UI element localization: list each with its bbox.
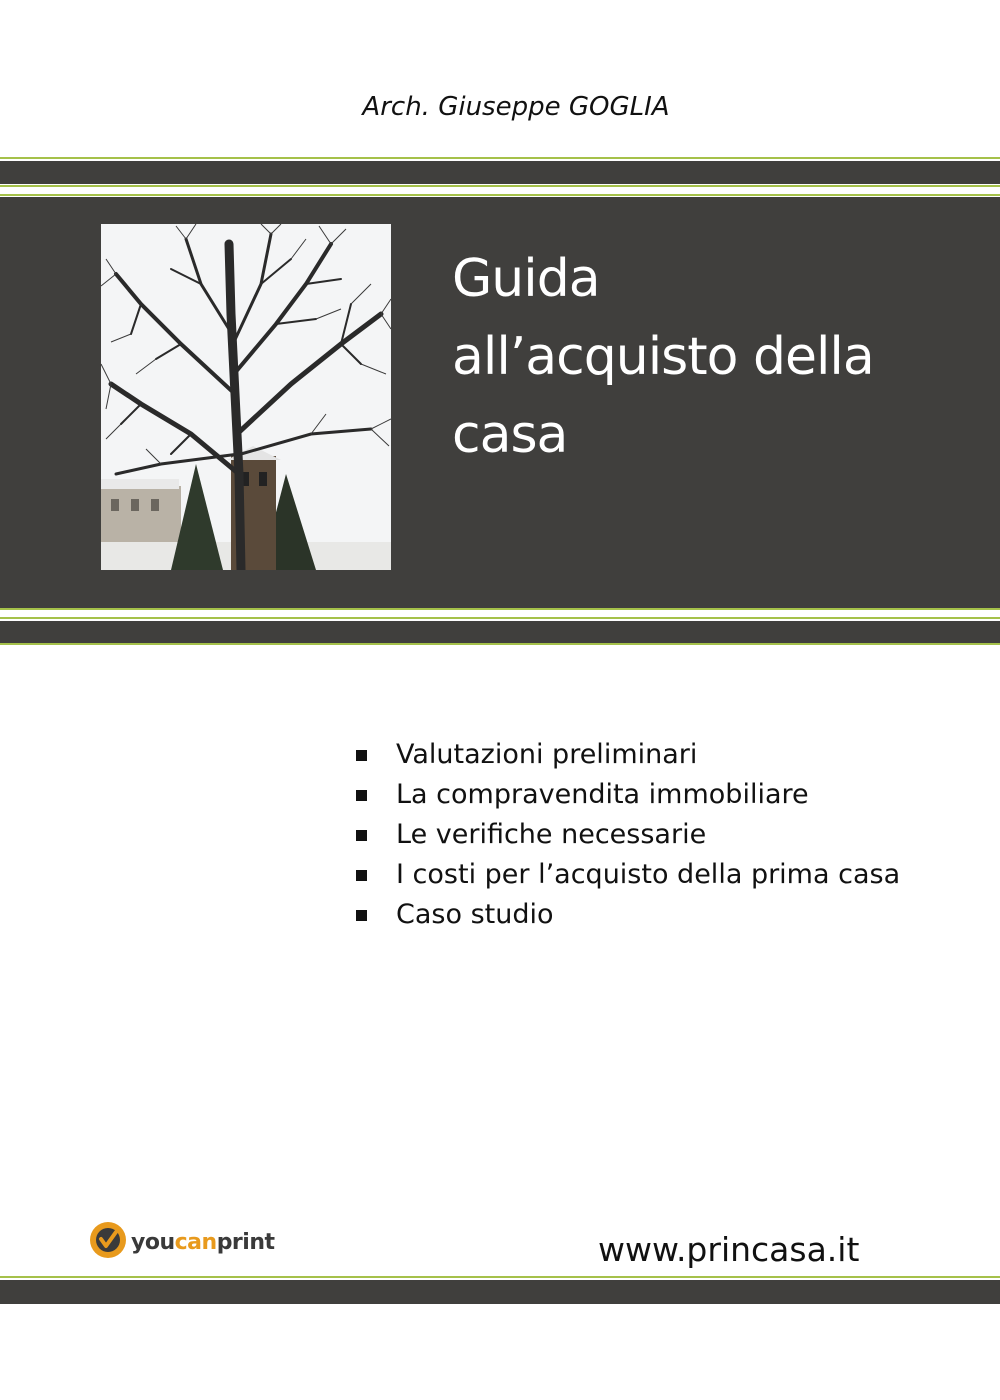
bullet-square-icon: [356, 830, 367, 841]
divider: [0, 194, 1000, 196]
list-item: [356, 895, 900, 935]
bullet-square-icon: [356, 870, 367, 881]
divider: [0, 617, 1000, 619]
top-band: [0, 161, 1000, 184]
title-line: casa: [452, 405, 568, 465]
topic-label: Valutazioni preliminari: [396, 739, 698, 770]
list-item: [356, 815, 900, 855]
divider: [0, 1276, 1000, 1278]
publisher-name-part: you: [131, 1229, 175, 1255]
topic-label: Caso studio: [396, 899, 554, 930]
author-name: Arch. Giuseppe GOGLIA: [362, 92, 670, 122]
publisher-name: [131, 1230, 275, 1255]
snowy-tree-photo: [101, 224, 391, 570]
publisher-name-part: can: [174, 1229, 217, 1255]
topic-label: I costi per l’acquisto della prima casa: [396, 859, 901, 890]
list-item: [356, 775, 900, 815]
bullet-square-icon: [356, 910, 367, 921]
youcanprint-logo-icon: [88, 1220, 128, 1264]
bullet-square-icon: [356, 750, 367, 761]
publisher-logo: [88, 1219, 275, 1265]
bullet-square-icon: [356, 790, 367, 801]
publisher-name-part: print: [216, 1229, 275, 1255]
list-item: [356, 855, 900, 895]
website-url: www.princasa.it: [598, 1230, 860, 1269]
divider: [0, 157, 1000, 159]
book-title: [452, 240, 972, 474]
title-line: Guida: [452, 249, 600, 309]
title-line: all’acquisto della: [452, 327, 874, 387]
divider: [0, 643, 1000, 645]
topics-list: [356, 735, 900, 935]
topic-label: Le verifiche necessarie: [396, 819, 707, 850]
bottom-band: [0, 1280, 1000, 1304]
divider: [0, 608, 1000, 610]
divider: [0, 185, 1000, 187]
list-item: [356, 735, 900, 775]
middle-band: [0, 621, 1000, 643]
topic-label: La compravendita immobiliare: [396, 779, 809, 810]
